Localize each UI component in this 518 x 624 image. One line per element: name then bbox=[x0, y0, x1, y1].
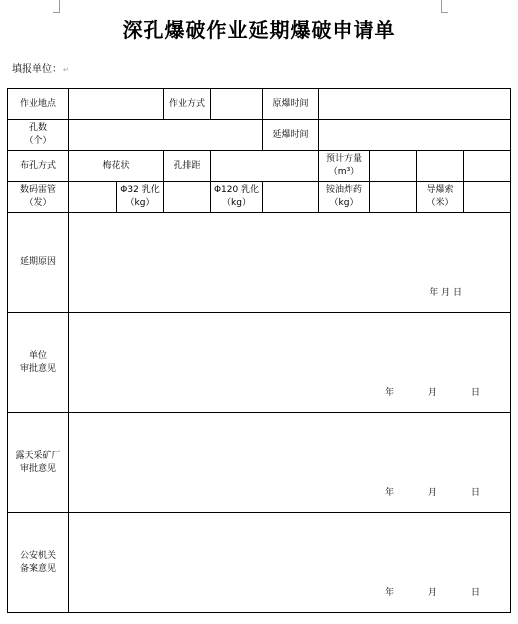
emulsion120-field[interactable] bbox=[263, 182, 319, 213]
cord-field[interactable] bbox=[464, 182, 511, 213]
detonators-label: 数码雷管 （发） bbox=[8, 182, 69, 213]
row-location bbox=[8, 89, 511, 120]
holes-label: 孔数 （个） bbox=[8, 120, 69, 151]
layout-value[interactable]: 梅花状 bbox=[69, 151, 164, 182]
layout-label: 布孔方式 bbox=[8, 151, 69, 182]
orig-time-label: 原爆时间 bbox=[263, 89, 319, 120]
volume-field-3[interactable] bbox=[464, 151, 511, 182]
row-delay-reason bbox=[8, 213, 511, 313]
spacing-label: 孔排距 bbox=[164, 151, 211, 182]
row-holes bbox=[8, 120, 511, 151]
delay-time-field[interactable] bbox=[319, 120, 511, 151]
detonators-field[interactable] bbox=[69, 182, 117, 213]
delay-time-label: 延爆时间 bbox=[263, 120, 319, 151]
police-filing-field[interactable] bbox=[69, 513, 511, 613]
spacing-field[interactable] bbox=[211, 151, 319, 182]
mine-approval-field[interactable] bbox=[69, 413, 511, 513]
emulsion32-field[interactable] bbox=[164, 182, 211, 213]
method-label: 作业方式 bbox=[164, 89, 211, 120]
anfo-label: 铵油炸药 （kg） bbox=[319, 182, 370, 213]
police-filing-label: 公安机关 备案意见 bbox=[8, 513, 69, 613]
row-unit-approval bbox=[8, 313, 511, 413]
row-police-filing bbox=[8, 513, 511, 613]
unit-approval-date: 年 月 日 bbox=[384, 388, 480, 398]
page-corner-mark-right bbox=[441, 0, 448, 13]
method-field[interactable] bbox=[211, 89, 263, 120]
mine-approval-date: 年 月 日 bbox=[384, 488, 480, 498]
emulsion120-label: Φ120 乳化 （kg） bbox=[211, 182, 263, 213]
mine-approval-label: 露天采矿厂 审批意见 bbox=[8, 413, 69, 513]
row-layout bbox=[8, 151, 511, 182]
anfo-field[interactable] bbox=[370, 182, 417, 213]
unit-approval-field[interactable] bbox=[69, 313, 511, 413]
delay-reason-field[interactable] bbox=[69, 213, 511, 313]
police-filing-date: 年 月 日 bbox=[384, 588, 480, 598]
volume-field-1[interactable] bbox=[370, 151, 417, 182]
holes-field[interactable] bbox=[69, 120, 263, 151]
delay-reason-label: 延期原因 bbox=[8, 213, 69, 313]
row-mine-approval bbox=[8, 413, 511, 513]
volume-field-2[interactable] bbox=[417, 151, 464, 182]
application-form-table bbox=[7, 88, 511, 613]
location-field[interactable] bbox=[69, 89, 164, 120]
row-materials bbox=[8, 182, 511, 213]
volume-label: 预计方量 （m³） bbox=[319, 151, 370, 182]
form-title: 深孔爆破作业延期爆破申请单 bbox=[122, 18, 396, 42]
page-corner-mark-left bbox=[53, 0, 60, 13]
location-label: 作业地点 bbox=[8, 89, 69, 120]
cord-label: 导爆索 （米） bbox=[417, 182, 464, 213]
delay-reason-date: 年 月 日 bbox=[429, 288, 462, 298]
emulsion32-label: Φ32 乳化 （kg） bbox=[117, 182, 164, 213]
unit-approval-label: 单位 审批意见 bbox=[8, 313, 69, 413]
orig-time-field[interactable] bbox=[319, 89, 511, 120]
filler-unit-label: 填报单位：↵ bbox=[12, 64, 69, 75]
